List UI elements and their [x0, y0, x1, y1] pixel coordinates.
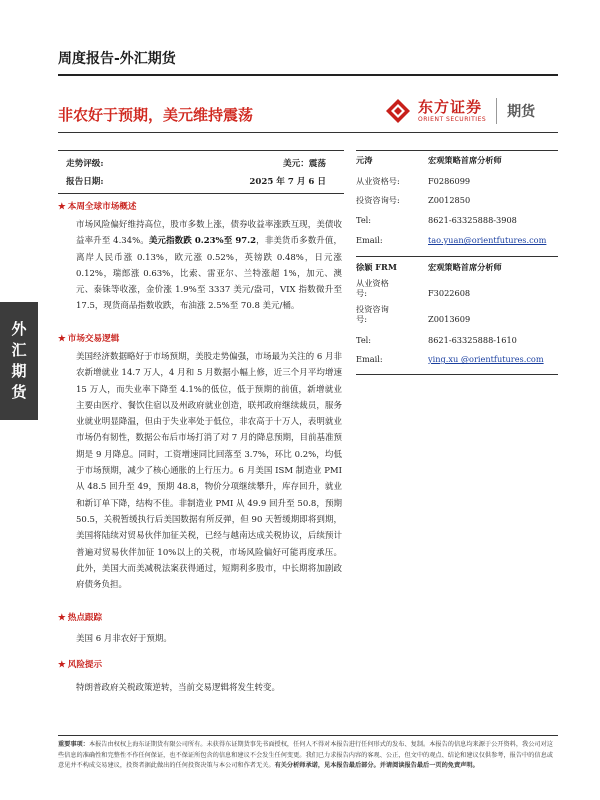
side-tab-char: 外 [11, 320, 27, 338]
analyst-2-cert-label-row: 从业资格 [356, 278, 389, 288]
company-logo [384, 95, 564, 127]
side-category-tab [0, 302, 38, 420]
report-headline: 非农好于预期，美元维持震荡 [58, 106, 254, 124]
logo-subtitle: 期货 [507, 104, 536, 120]
logo-name: 东方证券 [418, 98, 483, 116]
analyst-2-header [356, 262, 558, 276]
trend-rating-row [66, 157, 326, 171]
analyst-2-tel-row: Tel: 8621-63325888-1610 [356, 335, 517, 345]
analyst-2-title: 宏观策略首席分析师 [428, 262, 502, 272]
rating-info-box [58, 150, 344, 194]
analyst-2-email-row: Email: ying.xu @orientfutures.com [356, 354, 558, 368]
section-title-hot: ★ 热点跟踪 [58, 613, 103, 623]
section-title-logic: ★ 市场交易逻辑 [58, 334, 120, 344]
analyst-1-name: 元涛 [356, 155, 373, 165]
logo-english-name: ORIENT SECURITIES [418, 116, 487, 123]
analyst-1-invest-row: 投资咨询号: Z0012850 [356, 195, 471, 205]
analyst-1-tel-row: Tel: 8621-63325888-3908 [356, 215, 517, 225]
star-icon: ★ [58, 334, 66, 344]
report-date-row [66, 175, 326, 189]
header-divider [58, 132, 558, 133]
analyst-2-cert-row: 号: F3022608 [356, 288, 471, 298]
analyst-1-email-row: Email: tao.yuan@orientfutures.com [356, 235, 558, 249]
analyst-1-title: 宏观策略首席分析师 [428, 155, 502, 165]
star-icon: ★ [58, 660, 66, 670]
analyst-1-cert-row: 从业资格号: F0286099 [356, 176, 471, 186]
side-tab-char: 汇 [11, 341, 27, 359]
side-tab-char: 期 [11, 362, 27, 380]
disclaimer-lead: 重要事项： [58, 741, 89, 748]
overview-paragraph: 市场风险偏好维持高位，股市多数上涨，债券收益率涨跌互现，美债收益率升至 4.34%。美元指数跌 0.23%至 97.2，非美货币多数升值，离岸人民币涨 0.13%，欧元涨 0.52%，英镑跌 0.48%，日元涨 0.12%，瑞郎涨 0.63%，比索、雷亚尔、兰特涨超 1%，加元、澳元、泰铢等收涨，金价涨 1.9%至 3337 美元/盎司，VIX 指数微升至 17.5，现货商品指数收跌，布油涨 2.5%至 70.8 美元/桶。 [76, 220, 342, 312]
trend-rating-label: 走势评级: [66, 159, 104, 169]
report-date-label: 报告日期: [66, 177, 104, 187]
analyst-2-invest-row: 号: Z0013609 [356, 314, 471, 324]
report-date-value: 2025 年 7 月 6 日 [249, 177, 326, 187]
risk-paragraph: 特朗普政府关税政策逆转，当前交易逻辑将发生转变。 [76, 683, 281, 693]
disclaimer-text: 重要事项：本报告由权权上海东证期货有限公司所有。未获得东证期货事先书面授权，任何人不得对本报告进行任何形式的发布、复制。本报告的信息均来源于公开资料，我公司对这些信息的准确性和完整性不作任何保证，也不保证所包含的信息和建议不会发生任何变更。我们已力求报告内容的客观、公正，但文中的观点、结论和建议仅供参考，报告中的信息或意见并不构成交易建议，投资者据此做出的任何投资决策与本公司和作者无关。有关分析师承诺，见本报告最后部分。并请阅读报告最后一页的免责声明。 [58, 741, 553, 769]
section-title-overview: ★ 本周全球市场概述 [58, 202, 137, 212]
logo-separator [496, 98, 497, 124]
disclaimer-divider [58, 735, 558, 736]
dollar-index-highlight: 美元指数跌 0.23%至 97.2 [148, 236, 257, 247]
analyst-1-email-link[interactable]: tao.yuan@orientfutures.com [428, 235, 547, 245]
analyst-2-name: 徐颖 FRM [356, 262, 397, 272]
analyst-divider [356, 150, 558, 151]
analyst-divider [356, 256, 558, 257]
top-divider [58, 74, 558, 76]
orient-logo-icon [384, 97, 412, 125]
analyst-1-header [356, 155, 558, 169]
hot-paragraph: 美国 6 月非农好于预期。 [76, 634, 172, 644]
logic-paragraph: 美国经济数据略好于市场预期，美股走势偏强，市场最为关注的 6 月非农新增就业 14.7 万人，4 月和 5 月数据小幅上修，近三个月平均增速 15 万人，而失业率下降至 4.1%的低位，低于预期的前值，新增就业主要由医疗、餐饮住宿以及州政府就业创造，联邦政府继续裁员，服务业就业明显降温，但由于失业率处于低位，非农高于十万人，表明就业市场仍有韧性，数据公布后市场打消了对 7 月的降息预期，目前基准预期是 9 月降息。同时，工资增速同比回落至 3.7%，环比 0.2%，均低于市场预期，减少了核心通胀的上行压力。6 月美国 ISM 制造业 PMI 从 48.5 回升至 49，预期 48.8，物价分项继续攀升，库存回升，就业和新订单下降，结构不佳。非制造业 PMI 从 49.9 回升至 50.8，预期 50.5，关税暂缓执行后美国数据有所反弹，但 90 天暂缓期即将到期，美国将陆续对贸易伙伴加征关税，已经与越南达成关税协议，后续预计普遍对贸易伙伴加征 10%以上的关税，市场风险偏好可能再度承压。此外，美国大而美减税法案获得通过，短期利多股市，中长期将加剧政府债务负担。 [76, 352, 342, 591]
side-tab-char: 货 [11, 383, 27, 401]
analyst-2-email-link[interactable]: ying.xu @orientfutures.com [428, 354, 544, 364]
analyst-2-invest-label-row: 投资咨询 [356, 304, 389, 314]
star-icon: ★ [58, 202, 66, 212]
section-title-risk: ★ 风险提示 [58, 660, 103, 670]
star-icon: ★ [58, 613, 66, 623]
disclaimer-tail: 有关分析师承诺，见本报告最后部分。并请阅读报告最后一页的免责声明。 [274, 762, 479, 769]
report-type: 周度报告-外汇期货 [58, 51, 176, 67]
analyst-divider [356, 374, 558, 375]
trend-rating-value: 美元：震荡 [283, 159, 326, 169]
